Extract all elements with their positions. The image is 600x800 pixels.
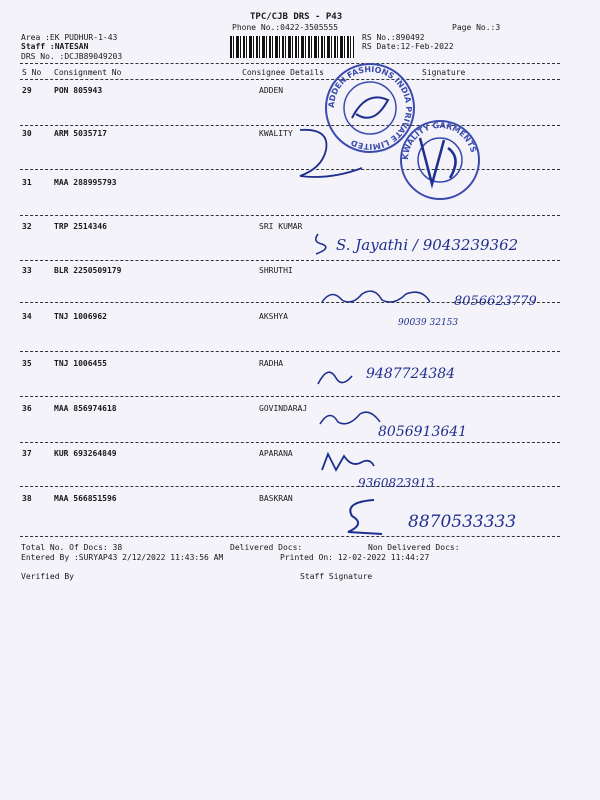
row-consignment: TRP 2514346 [54,222,107,231]
row-consignment: TNJ 1006962 [54,312,107,321]
row-sno: 38 [22,494,32,503]
row-consignee: KWALITY [259,129,293,138]
staff-signature: Staff Signature [300,572,373,581]
area-label: Area :EK PUDHUR-1-43 [21,33,118,42]
handwritten-phone: 9360823913 [358,476,435,490]
col-sno: S No [22,68,42,77]
col-signature: Signature [422,68,466,77]
divider [20,351,560,352]
signature-icon [290,124,380,184]
row-consignee: AKSHYA [259,312,288,321]
divider [20,536,560,537]
rs-number: RS No.:890492 [362,33,425,42]
barcode [230,36,354,58]
divider [20,260,560,261]
row-consignee: SRI KUMAR [259,222,303,231]
table-row [20,312,560,324]
total-docs: Total No. Of Docs: 38 [21,543,123,552]
stamp-text: KWALITY GARMENTS [400,120,479,161]
handwritten-phone: 9487724384 [366,366,456,382]
signature-icon [318,282,458,312]
row-consignment: TNJ 1006455 [54,359,107,368]
table-row [20,359,560,371]
non-delivered-docs: Non Delivered Docs: [368,543,460,552]
row-consignee: GOVINDARAJ [259,404,308,413]
col-consignee: Consignee Details [242,68,324,77]
row-sno: 37 [22,449,32,458]
row-consignee: SHRUTHI [259,266,293,275]
row-consignment: MAA 288995793 [54,178,117,187]
table-row [20,222,560,234]
row-sno: 31 [22,178,32,187]
table-row [20,449,560,461]
col-consignment: Consignment No [54,68,122,77]
handwritten-phone: 90039 32153 [398,318,459,328]
delivered-docs: Delivered Docs: [230,543,303,552]
divider [20,396,560,397]
entered-by: Entered By :SURYAP43 2/12/2022 11:43:56 AM [21,553,224,562]
row-consignee: RADHA [259,359,284,368]
divider [20,79,560,80]
row-consignment: MAA 856974618 [54,404,117,413]
row-sno: 30 [22,129,32,138]
row-consignment: ARM 5035717 [54,129,107,138]
row-sno: 35 [22,359,32,368]
row-sno: 36 [22,404,32,413]
rs-date: RS Date:12-Feb-2022 [362,42,454,51]
divider [20,63,560,64]
row-consignee: BASKRAN [259,494,293,503]
garments-stamp-icon [398,118,482,202]
handwritten-phone: 8870533333 [408,512,517,532]
page-number: Page No.:3 [452,23,501,32]
table-row [20,404,560,416]
signature-icon [338,494,388,538]
printed-on: Printed On: 12-02-2022 11:44:27 [280,553,430,562]
table-row [20,494,560,506]
stamp-text: ADDEN FASHIONS INDIA PRIVATE LIMITED [326,64,414,152]
handwritten-phone: 8056913641 [378,424,468,440]
phone-number: Phone No.:0422-3505555 [232,23,338,32]
row-sno: 29 [22,86,32,95]
report-title: TPC/CJB DRS - P43 [250,12,343,22]
row-sno: 32 [22,222,32,231]
row-consignee: APARANA [259,449,293,458]
divider [20,215,560,216]
divider [20,486,560,487]
row-consignment: MAA 566851596 [54,494,117,503]
divider [20,442,560,443]
verified-by: Verified By [21,572,74,581]
handwritten-phone: 8056623779 [454,294,537,309]
row-consignee: ADDEN [259,86,284,95]
drs-number: DRS No. :DCJB89049203 [21,52,123,61]
table-row [20,266,560,278]
row-consignment: PON 805943 [54,86,103,95]
signature-icon [318,450,378,476]
handwritten-phone: S. Jayathi / 9043239362 [336,236,519,254]
staff-label: Staff :NATESAN [21,42,89,51]
row-consignment: KUR 693264849 [54,449,117,458]
row-consignment: BLR 2250509179 [54,266,122,275]
table-row [20,86,560,98]
signature-icon [316,404,386,432]
row-sno: 33 [22,266,32,275]
row-sno: 34 [22,312,32,321]
signature-icon [312,362,358,392]
